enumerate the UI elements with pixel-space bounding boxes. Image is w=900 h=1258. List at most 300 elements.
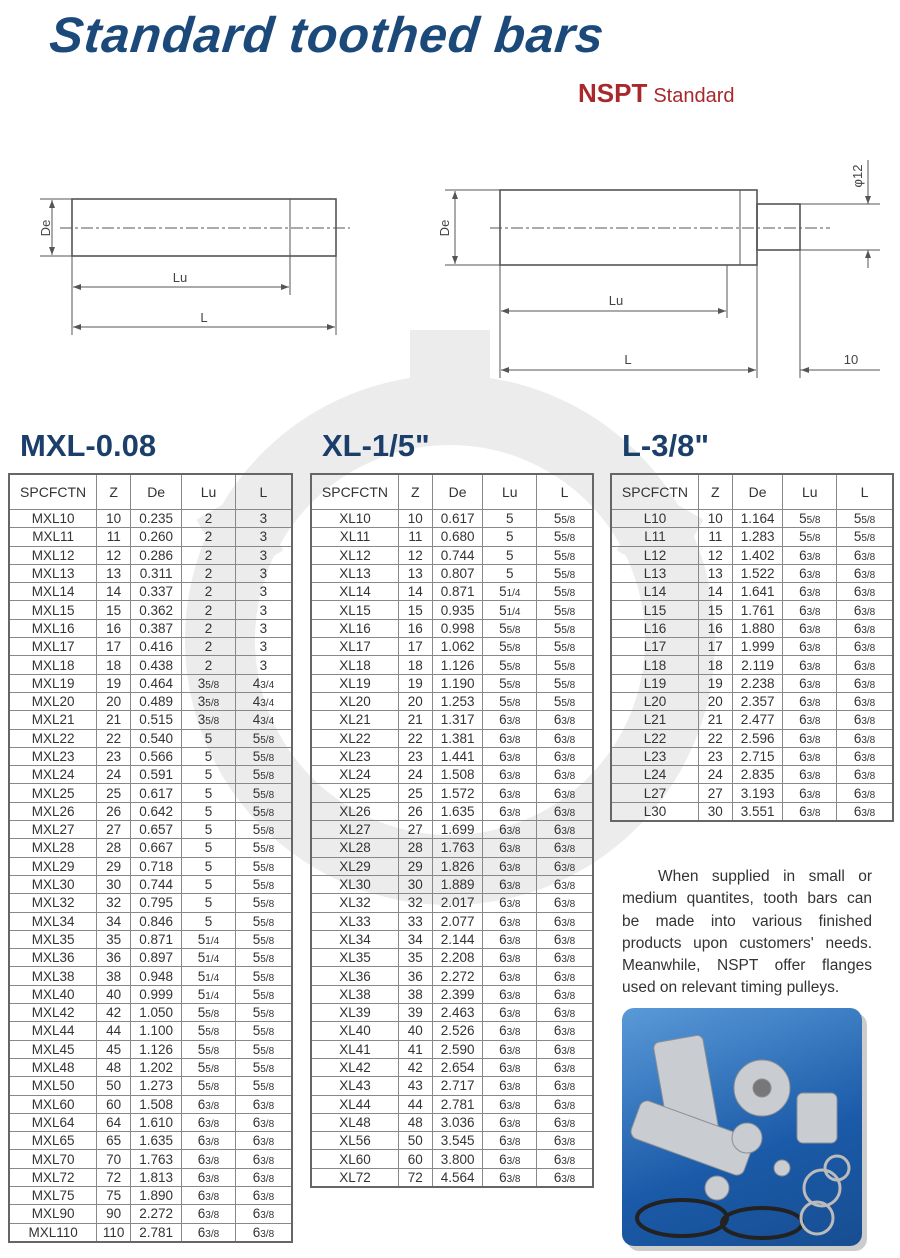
table-cell: 55/8 <box>537 601 593 619</box>
table-cell: 39 <box>398 1004 432 1022</box>
table-row <box>9 674 292 692</box>
table-cell: L13 <box>611 564 698 582</box>
table-cell: 63/8 <box>483 821 537 839</box>
table-cell: 3.036 <box>432 1113 483 1131</box>
table-row <box>611 784 893 802</box>
table-cell: 63/8 <box>537 949 593 967</box>
table-cell: 63/8 <box>182 1168 236 1186</box>
table-cell: L27 <box>611 784 698 802</box>
table-cell: L11 <box>611 528 698 546</box>
table-row <box>311 766 593 784</box>
table-cell: 55/8 <box>837 528 893 546</box>
table-cell: 63/8 <box>537 1150 593 1168</box>
table-cell: 63/8 <box>537 1132 593 1150</box>
table-cell: XL21 <box>311 711 398 729</box>
table-cell: 63/8 <box>537 1022 593 1040</box>
table-cell: L19 <box>611 674 698 692</box>
table-cell: MXL16 <box>9 619 97 637</box>
table-cell: 0.718 <box>131 857 182 875</box>
table-cell: 55/8 <box>235 784 292 802</box>
table-cell: 63/8 <box>837 692 893 710</box>
table-cell: 0.260 <box>131 528 182 546</box>
table-cell: 2 <box>182 510 236 528</box>
table-cell: 55/8 <box>235 930 292 948</box>
table-cell: 90 <box>97 1205 131 1223</box>
table-cell: MXL18 <box>9 656 97 674</box>
table-row <box>9 1077 292 1095</box>
table-cell: 63/8 <box>837 546 893 564</box>
mxl-spec-table <box>8 473 293 1243</box>
table-cell: 36 <box>398 967 432 985</box>
table-cell: 2.781 <box>432 1095 483 1113</box>
table-row <box>311 1040 593 1058</box>
table-cell: 1.889 <box>432 875 483 893</box>
table-cell: XL14 <box>311 583 398 601</box>
table-cell: 63/8 <box>537 930 593 948</box>
column-header: Z <box>698 474 732 510</box>
table-row <box>9 510 292 528</box>
lu-label: Lu <box>172 270 188 285</box>
table-row <box>311 839 593 857</box>
table-cell: MXL60 <box>9 1095 97 1113</box>
table-row <box>9 839 292 857</box>
table-cell: 36 <box>97 949 131 967</box>
table-cell: L16 <box>611 619 698 637</box>
table-row <box>9 692 292 710</box>
table-cell: 63/8 <box>783 546 837 564</box>
table-cell: 1.100 <box>131 1022 182 1040</box>
table-cell: 20 <box>398 692 432 710</box>
table-row <box>9 1004 292 1022</box>
table-cell: 63/8 <box>483 1168 537 1187</box>
table-cell: XL44 <box>311 1095 398 1113</box>
table-cell: 63/8 <box>483 1040 537 1058</box>
table-cell: L15 <box>611 601 698 619</box>
table-row <box>9 638 292 656</box>
table-cell: 16 <box>398 619 432 637</box>
table-cell: 63/8 <box>837 656 893 674</box>
table-cell: 1.999 <box>732 638 783 656</box>
table-cell: 63/8 <box>537 1113 593 1131</box>
table-cell: 63/8 <box>837 601 893 619</box>
table-cell: 63/8 <box>483 1150 537 1168</box>
table-cell: 1.508 <box>432 766 483 784</box>
table-cell: 2.272 <box>432 967 483 985</box>
table-cell: 38 <box>97 967 131 985</box>
table-cell: 43/4 <box>235 674 292 692</box>
column-header: SPCFCTN <box>311 474 398 510</box>
table-cell: 0.464 <box>131 674 182 692</box>
table-cell: 63/8 <box>182 1132 236 1150</box>
table-cell: L21 <box>611 711 698 729</box>
table-cell: 63/8 <box>837 583 893 601</box>
table-row <box>9 912 292 930</box>
table-row <box>311 912 593 930</box>
table-cell: 63/8 <box>537 747 593 765</box>
table-cell: MXL32 <box>9 894 97 912</box>
table-cell: 2 <box>182 528 236 546</box>
table-cell: 55/8 <box>235 729 292 747</box>
table-cell: 51/4 <box>182 985 236 1003</box>
table-cell: 63/8 <box>483 1022 537 1040</box>
table-row <box>9 747 292 765</box>
table-cell: 63/8 <box>182 1113 236 1131</box>
table-row <box>9 1058 292 1076</box>
table-row <box>311 1004 593 1022</box>
table-row <box>311 692 593 710</box>
table-cell: 63/8 <box>783 802 837 821</box>
table-cell: 55/8 <box>537 619 593 637</box>
diagram-stepped-bar <box>420 140 900 380</box>
table-cell: 0.617 <box>432 510 483 528</box>
table-row <box>611 619 893 637</box>
table-cell: 55/8 <box>537 638 593 656</box>
table-cell: 44 <box>398 1095 432 1113</box>
table-cell: 26 <box>97 802 131 820</box>
table-cell: 1.610 <box>131 1113 182 1131</box>
table-cell: MXL22 <box>9 729 97 747</box>
column-header: SPCFCTN <box>9 474 97 510</box>
table-cell: 16 <box>97 619 131 637</box>
table-cell: XL10 <box>311 510 398 528</box>
table-row <box>311 601 593 619</box>
table-cell: MXL48 <box>9 1058 97 1076</box>
table-cell: 63/8 <box>537 821 593 839</box>
table-cell: 0.617 <box>131 784 182 802</box>
table-cell: 0.362 <box>131 601 182 619</box>
de-label: De <box>38 219 53 237</box>
table-row <box>611 546 893 564</box>
table-row <box>611 674 893 692</box>
table-cell: 63/8 <box>483 894 537 912</box>
table-cell: 5 <box>483 510 537 528</box>
table-cell: 0.657 <box>131 821 182 839</box>
table-row <box>9 930 292 948</box>
table-cell: 5 <box>182 857 236 875</box>
table-row <box>311 1132 593 1150</box>
table-cell: XL36 <box>311 967 398 985</box>
table-cell: 2.272 <box>131 1205 182 1223</box>
table-cell: 1.763 <box>131 1150 182 1168</box>
table-row <box>9 1113 292 1131</box>
table-cell: 40 <box>97 985 131 1003</box>
table-cell: 35 <box>398 949 432 967</box>
table-cell: 63/8 <box>483 711 537 729</box>
table-cell: 2.357 <box>732 692 783 710</box>
table-row <box>311 1168 593 1187</box>
table-cell: 55/8 <box>235 1058 292 1076</box>
table-cell: 0.642 <box>131 802 182 820</box>
table-row <box>9 894 292 912</box>
table-cell: 48 <box>398 1113 432 1131</box>
table-row <box>9 821 292 839</box>
table-cell: 63/8 <box>483 802 537 820</box>
table-cell: MXL19 <box>9 674 97 692</box>
table-cell: 63/8 <box>837 766 893 784</box>
table-cell: 33 <box>398 912 432 930</box>
table-row <box>311 1077 593 1095</box>
table-cell: 20 <box>97 692 131 710</box>
table-cell: 0.387 <box>131 619 182 637</box>
table-cell: XL25 <box>311 784 398 802</box>
table-cell: 1.880 <box>732 619 783 637</box>
table-cell: 2.717 <box>432 1077 483 1095</box>
table-cell: 25 <box>398 784 432 802</box>
table-row <box>9 985 292 1003</box>
table-row <box>611 656 893 674</box>
table-row <box>9 656 292 674</box>
table-cell: 0.235 <box>131 510 182 528</box>
table-cell: 63/8 <box>537 1004 593 1022</box>
table-cell: 0.438 <box>131 656 182 674</box>
table-cell: MXL75 <box>9 1186 97 1204</box>
l-label: L <box>200 310 208 325</box>
table-cell: 63/8 <box>483 784 537 802</box>
table-cell: 63/8 <box>182 1095 236 1113</box>
table-cell: MXL45 <box>9 1040 97 1058</box>
table-cell: MXL24 <box>9 766 97 784</box>
table-cell: 60 <box>398 1150 432 1168</box>
table-cell: 3 <box>235 564 292 582</box>
table-cell: 64 <box>97 1113 131 1131</box>
table-cell: 38 <box>398 985 432 1003</box>
table-cell: 18 <box>698 656 732 674</box>
table-cell: 63/8 <box>537 857 593 875</box>
table-cell: XL43 <box>311 1077 398 1095</box>
table-cell: 55/8 <box>537 546 593 564</box>
table-row <box>311 528 593 546</box>
table-cell: 29 <box>398 857 432 875</box>
table-cell: 55/8 <box>537 692 593 710</box>
table-cell: L17 <box>611 638 698 656</box>
table-cell: 63/8 <box>182 1205 236 1223</box>
table-row <box>611 692 893 710</box>
table-cell: 63/8 <box>837 784 893 802</box>
table-cell: 1.522 <box>732 564 783 582</box>
table-row <box>611 802 893 821</box>
table-row <box>611 729 893 747</box>
table-cell: 12 <box>698 546 732 564</box>
table-cell: 22 <box>698 729 732 747</box>
table-cell: 63/8 <box>537 894 593 912</box>
table-cell: 63/8 <box>537 784 593 802</box>
table-cell: 15 <box>698 601 732 619</box>
table-row <box>311 1150 593 1168</box>
table-cell: 5 <box>182 766 236 784</box>
table-cell: 10 <box>97 510 131 528</box>
table-cell: XL28 <box>311 839 398 857</box>
table-cell: 48 <box>97 1058 131 1076</box>
table-cell: 3 <box>235 601 292 619</box>
table-cell: 0.795 <box>131 894 182 912</box>
table-row <box>9 949 292 967</box>
table-cell: 17 <box>698 638 732 656</box>
table-cell: 41 <box>398 1040 432 1058</box>
table-cell: 63/8 <box>483 930 537 948</box>
table-cell: 72 <box>398 1168 432 1187</box>
table-cell: 1.190 <box>432 674 483 692</box>
table-cell: L10 <box>611 510 698 528</box>
table-cell: 63/8 <box>483 1132 537 1150</box>
table-cell: 55/8 <box>182 1022 236 1040</box>
table-cell: 20 <box>698 692 732 710</box>
table-cell: 1.826 <box>432 857 483 875</box>
table-cell: 63/8 <box>783 601 837 619</box>
table-cell: 55/8 <box>537 510 593 528</box>
table-cell: 63/8 <box>182 1186 236 1204</box>
table-cell: 1.317 <box>432 711 483 729</box>
table-cell: 3 <box>235 546 292 564</box>
table-cell: 0.846 <box>131 912 182 930</box>
table-cell: 3.545 <box>432 1132 483 1150</box>
table-cell: 63/8 <box>182 1150 236 1168</box>
table-row <box>9 729 292 747</box>
table-cell: 12 <box>97 546 131 564</box>
table-cell: 35/8 <box>182 711 236 729</box>
table-cell: 2.526 <box>432 1022 483 1040</box>
table-row <box>311 729 593 747</box>
column-header: De <box>432 474 483 510</box>
table-cell: 63/8 <box>483 875 537 893</box>
table-cell: 35/8 <box>182 674 236 692</box>
table-cell: 28 <box>398 839 432 857</box>
table-header-row <box>311 474 593 510</box>
table-cell: MXL28 <box>9 839 97 857</box>
table-cell: MXL25 <box>9 784 97 802</box>
table-cell: 55/8 <box>483 674 537 692</box>
table-cell: MXL34 <box>9 912 97 930</box>
brand-name: NSPT <box>578 78 648 108</box>
table-row <box>9 1022 292 1040</box>
table-cell: 55/8 <box>537 656 593 674</box>
standard-text: Standard <box>653 85 735 107</box>
table-cell: 2 <box>182 564 236 582</box>
table-cell: 2.654 <box>432 1058 483 1076</box>
table-cell: 63/8 <box>235 1132 292 1150</box>
table-row <box>9 857 292 875</box>
table-cell: 63/8 <box>483 985 537 1003</box>
table-cell: 63/8 <box>235 1186 292 1204</box>
table-cell: 51/4 <box>182 930 236 948</box>
table-cell: 63/8 <box>483 729 537 747</box>
table-cell: 63/8 <box>537 1040 593 1058</box>
table-row <box>311 546 593 564</box>
table-cell: 51/4 <box>483 583 537 601</box>
table-cell: 2.208 <box>432 949 483 967</box>
table-cell: 40 <box>398 1022 432 1040</box>
table-row <box>311 510 593 528</box>
table-cell: 1.813 <box>131 1168 182 1186</box>
table-row <box>9 711 292 729</box>
table-cell: 63/8 <box>483 857 537 875</box>
table-cell: MXL35 <box>9 930 97 948</box>
table-cell: 63/8 <box>235 1168 292 1186</box>
table-cell: 63/8 <box>783 692 837 710</box>
table-cell: 25 <box>97 784 131 802</box>
table-cell: 63/8 <box>537 711 593 729</box>
column-header: L <box>837 474 893 510</box>
table-cell: 26 <box>398 802 432 820</box>
table-cell: MXL21 <box>9 711 97 729</box>
table-cell: 1.641 <box>732 583 783 601</box>
table-row <box>9 766 292 784</box>
table-cell: 16 <box>698 619 732 637</box>
table-cell: 63/8 <box>783 564 837 582</box>
table-cell: 3 <box>235 619 292 637</box>
table-cell: 0.999 <box>131 985 182 1003</box>
table-cell: XL27 <box>311 821 398 839</box>
description-text: When supplied in small or medium quantites, tooth bars can be made into various finished products upon customers' needs. Meanwhile, NSPT offer flanges used on relevant timing pulleys. <box>622 868 872 997</box>
table-cell: MXL64 <box>9 1113 97 1131</box>
table-cell: 0.998 <box>432 619 483 637</box>
table-row <box>9 619 292 637</box>
column-header: Z <box>97 474 131 510</box>
table-cell: 0.871 <box>432 583 483 601</box>
table-cell: MXL15 <box>9 601 97 619</box>
table-cell: 0.680 <box>432 528 483 546</box>
table-cell: 63/8 <box>837 564 893 582</box>
table-cell: 63/8 <box>182 1223 236 1242</box>
table-cell: 35/8 <box>182 692 236 710</box>
table-cell: XL23 <box>311 747 398 765</box>
de-label: De <box>437 219 452 237</box>
table-cell: 5 <box>483 528 537 546</box>
table-cell: 63/8 <box>837 711 893 729</box>
table-cell: 18 <box>398 656 432 674</box>
table-cell: 17 <box>398 638 432 656</box>
table-cell: 1.202 <box>131 1058 182 1076</box>
table-cell: 0.744 <box>131 875 182 893</box>
column-header: Z <box>398 474 432 510</box>
table-cell: 63/8 <box>837 638 893 656</box>
table-cell: XL56 <box>311 1132 398 1150</box>
table-cell: MXL50 <box>9 1077 97 1095</box>
table-cell: 42 <box>398 1058 432 1076</box>
table-cell: 19 <box>97 674 131 692</box>
table-cell: 14 <box>398 583 432 601</box>
table-cell: L14 <box>611 583 698 601</box>
table-cell: 63/8 <box>537 1095 593 1113</box>
table-cell: 55/8 <box>483 656 537 674</box>
table-cell: 17 <box>97 638 131 656</box>
table-cell: 43/4 <box>235 692 292 710</box>
table-cell: MXL11 <box>9 528 97 546</box>
table-cell: 42 <box>97 1004 131 1022</box>
table-cell: MXL38 <box>9 967 97 985</box>
table-cell: 63/8 <box>483 839 537 857</box>
table-cell: 5 <box>182 784 236 802</box>
table-cell: 1.761 <box>732 601 783 619</box>
column-header: De <box>131 474 182 510</box>
table-cell: 3 <box>235 528 292 546</box>
table-cell: 55/8 <box>182 1058 236 1076</box>
table-cell: 2.477 <box>732 711 783 729</box>
table-cell: 2 <box>182 601 236 619</box>
table-cell: 63/8 <box>783 729 837 747</box>
table-cell: 5 <box>182 839 236 857</box>
table-cell: 63/8 <box>783 674 837 692</box>
table-cell: 1.381 <box>432 729 483 747</box>
column-header: De <box>732 474 783 510</box>
table-row <box>9 583 292 601</box>
table-row <box>311 583 593 601</box>
table-cell: 0.807 <box>432 564 483 582</box>
table-cell: 0.566 <box>131 747 182 765</box>
table-cell: 63/8 <box>837 729 893 747</box>
table-cell: MXL10 <box>9 510 97 528</box>
table-cell: 63/8 <box>483 1058 537 1076</box>
table-row <box>9 564 292 582</box>
